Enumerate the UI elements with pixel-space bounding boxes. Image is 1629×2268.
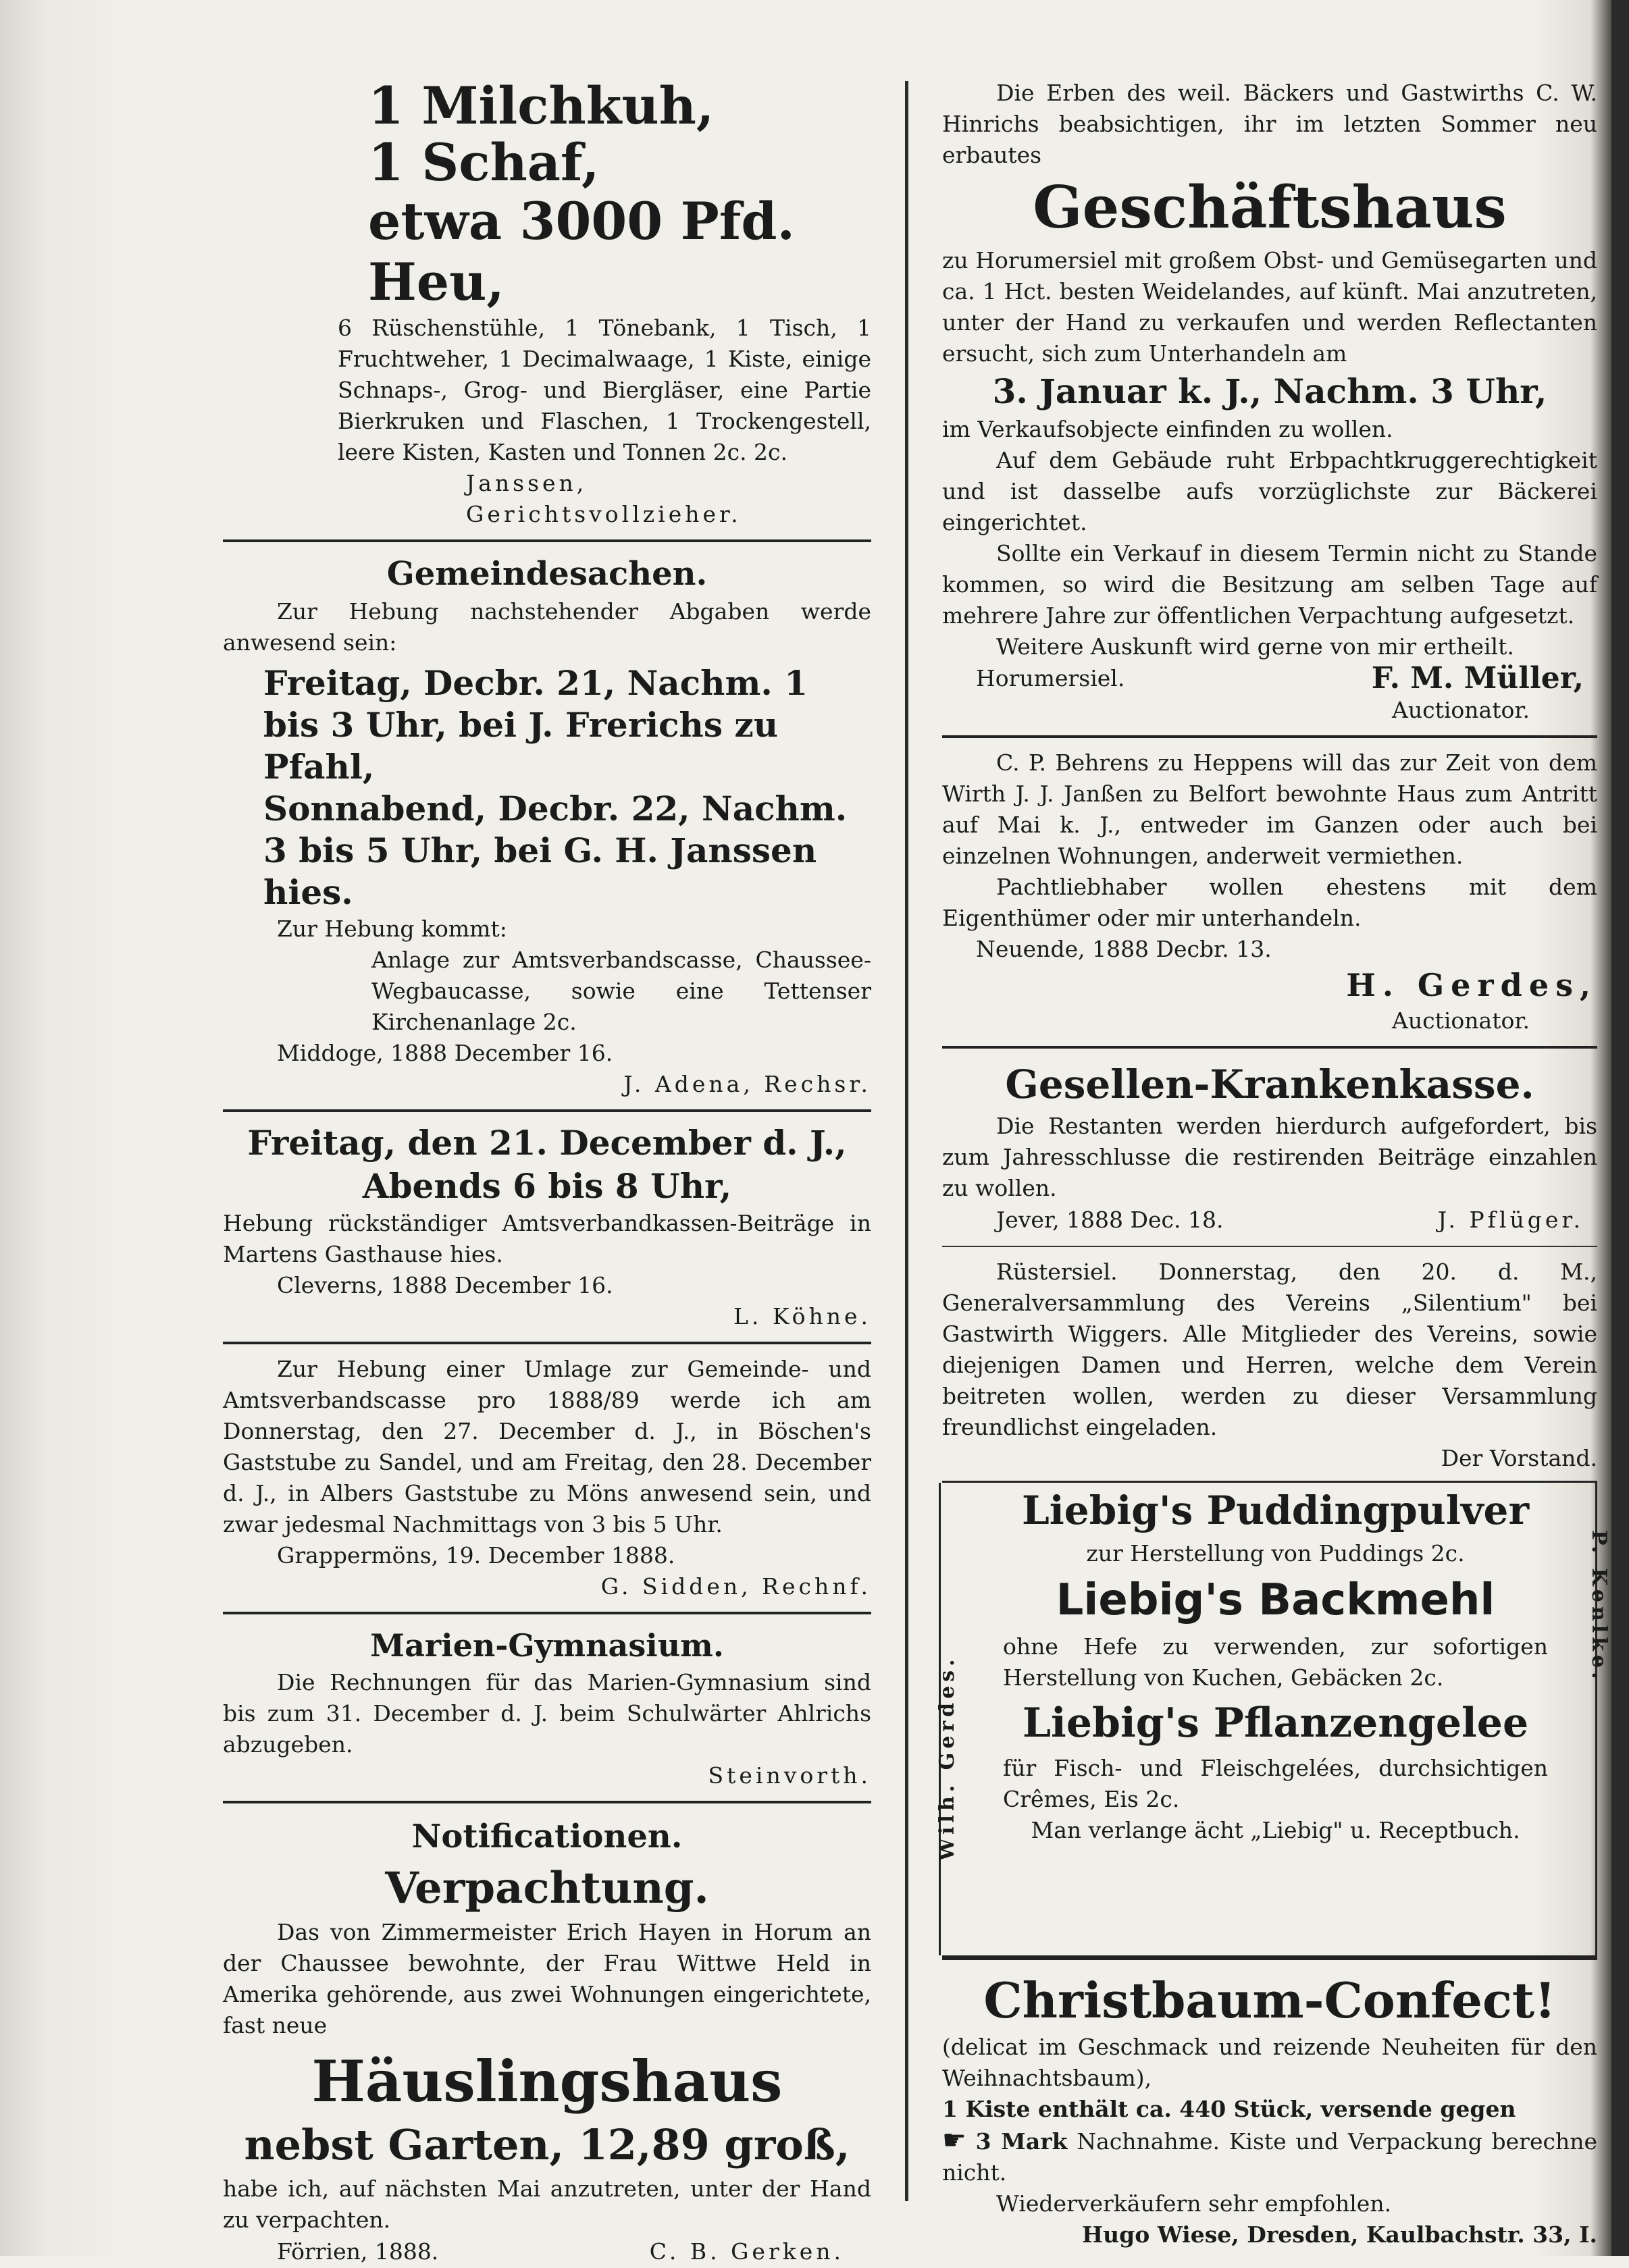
behrens-notice bbox=[942, 747, 1597, 1036]
gymnasium-heading: Marien-Gymnasium. bbox=[370, 1627, 724, 1664]
freitag-place: Cleverns, 1888 December 16. bbox=[277, 1272, 613, 1298]
christbaum-heading: Christbaum-Confect! bbox=[983, 1972, 1556, 2029]
gesellen-body: Die Restanten werden hierdurch aufgefordert, bis zum Jahresschlusse die restirenden Beiträge einzahlen zu wollen. bbox=[942, 1113, 1597, 1201]
geschaeft-body: zu Horumersiel mit großem Obst- und Gemüsegarten und ca. 1 Hct. besten Weidelandes, auf künft. Mai anzutreten, unter der Hand zu verkaufen und werden Reflectanten ersucht, sich zum Unterhandeln am bbox=[942, 247, 1597, 367]
liebig-side-label-right: P. Kenlke. bbox=[1587, 1530, 1611, 1683]
gymnasium-notice bbox=[223, 1624, 871, 1791]
verpachtung-body-2: habe ich, auf nächsten Mai anzutreten, unter der Hand zu verpachten. bbox=[223, 2175, 871, 2233]
christbaum-resale: Wiederverkäufern sehr empfohlen. bbox=[996, 2190, 1392, 2217]
right-column bbox=[935, 78, 1611, 2250]
column-divider bbox=[905, 81, 908, 2201]
christbaum-body: (delicat im Geschmack und reizende Neuheiten für den Weihnachtsbaum), bbox=[942, 2034, 1597, 2091]
liebig-heading-2: Liebig's Backmehl bbox=[1056, 1575, 1495, 1625]
gemeinde-date-2: Sonnabend, Decbr. 22, Nachm. 3 bis 5 Uhr, bei G. H. Janssen hies. bbox=[263, 789, 848, 912]
geschaeft-footer bbox=[942, 662, 1597, 695]
gemeinde-notice bbox=[223, 552, 871, 1100]
umlage-notice bbox=[223, 1354, 871, 1602]
liebig-text-1: zur Herstellung von Puddings 2c. bbox=[1086, 1540, 1465, 1566]
behrens-signer: H. Gerdes, bbox=[1346, 967, 1597, 1003]
divider bbox=[223, 1342, 871, 1344]
christbaum-advert bbox=[942, 1970, 1597, 2250]
geschaeftshaus-notice bbox=[942, 78, 1597, 726]
geschaeft-date: 3. Januar k. J., Nachm. 3 Uhr, bbox=[992, 371, 1547, 411]
divider bbox=[223, 539, 871, 542]
behrens-place: Neuende, 1888 Decbr. 13. bbox=[976, 936, 1272, 962]
geschaeft-body-2: im Verkaufsobjecte einfinden zu wollen. bbox=[942, 416, 1393, 442]
freitag-body: Hebung rückständiger Amtsverbandkassen-Beiträge in Martens Gasthause hies. bbox=[223, 1210, 871, 1267]
divider bbox=[223, 1612, 871, 1614]
gemeinde-place: Middoge, 1888 December 16. bbox=[277, 1040, 613, 1066]
geschaeft-body-3: Auf dem Gebäude ruht Erbpachtkruggerechtigkeit und ist dasselbe aufs vorzüglichste zur Bäckerei eingerichtet. bbox=[942, 447, 1597, 535]
umlage-body: Zur Hebung einer Umlage zur Gemeinde- und Amtsverbandscasse pro 1888/89 werde ich am Donnerstag, den 27. December d. J., in Böschen's Gaststube zu Sandel, und am Freitag, den 28. December d. J., in Albers Gaststube zu Möns anwesend sein, und zwar jedesmal Nachmittags von 3 bis 5 Uhr. bbox=[223, 1356, 871, 1537]
notifications-heading: Notificationen. bbox=[411, 1818, 683, 1855]
divider bbox=[942, 1046, 1597, 1049]
geschaeft-role: Auctionator. bbox=[1392, 697, 1530, 723]
auction-line-3: etwa 3000 Pfd. Heu, bbox=[368, 191, 796, 312]
christbaum-address: Hugo Wiese, Dresden, Kaulbachstr. 33, I. bbox=[1081, 2221, 1597, 2248]
christbaum-price: 3 Mark bbox=[975, 2128, 1068, 2155]
geschaeft-big: Geschäftshaus bbox=[1033, 174, 1507, 242]
liebig-side-label-left: Wilh. Gerdes. bbox=[935, 1655, 959, 1861]
auction-body: 6 Rüschenstühle, 1 Tönebank, 1 Tisch, 1 Fruchtweher, 1 Decimalwaage, 1 Kiste, einige Schnaps-, Grog- und Biergläser, eine Partie Bierkruken und Flaschen, 1 Trockengestell, leere Kisten, Kasten und Tonnen 2c. 2c. bbox=[338, 315, 871, 465]
silentium-signer: Der Vorstand. bbox=[1441, 1445, 1597, 1471]
geschaeft-intro: Die Erben des weil. Bäckers und Gastwirths C. W. Hinrichs beabsichtigen, ihr im letzten Sommer neu erbautes bbox=[942, 80, 1597, 168]
freitag-line-1: Freitag, den 21. December d. J., bbox=[247, 1123, 847, 1163]
behrens-role: Auctionator. bbox=[1392, 1007, 1530, 1034]
gemeinde-signer: J. Adena, Rechsr. bbox=[623, 1071, 871, 1097]
auction-notice bbox=[223, 78, 871, 530]
gemeinde-intro: Zur Hebung nachstehender Abgaben werde anwesend sein: bbox=[223, 598, 871, 656]
gesellen-signer: J. Pflüger. bbox=[1437, 1207, 1584, 1233]
gesellen-heading: Gesellen-Krankenkasse. bbox=[1005, 1061, 1534, 1107]
silentium-body: Rüstersiel. Donnerstag, den 20. d. M., Generalversammlung des Vereins „Silentium" bei Gastwirth Wiggers. Alle Mitglieder des Vereins, sowie diejenigen Damen und Herren, welche dem Verein beitreten wollen, werden zu dieser Versammlung freundlichst eingeladen. bbox=[942, 1259, 1597, 1440]
gesellen-notice bbox=[942, 1058, 1597, 1236]
gemeinde-subhead: Zur Hebung kommt: bbox=[277, 916, 507, 942]
verpachtung-signer: C. B. Gerken. bbox=[649, 2238, 844, 2265]
behrens-body-2: Pachtliebhaber wollen ehestens mit dem Eigenthümer oder mir unterhandeln. bbox=[942, 874, 1597, 931]
freitag-signer: L. Köhne. bbox=[733, 1303, 871, 1329]
geschaeft-signer: F. M. Müller, bbox=[1371, 661, 1584, 695]
geschaeft-body-4: Sollte ein Verkauf in diesem Termin nicht zu Stande kommen, so wird die Besitzung am selben Tage auf mehrere Jahre zur öffentlichen Verpachtung aufgesetzt. bbox=[942, 540, 1597, 629]
geschaeft-place: Horumersiel. bbox=[976, 665, 1125, 691]
gymnasium-body: Die Rechnungen für das Marien-Gymnasium sind bis zum 31. December d. J. beim Schulwärter Ahlrichs abzugeben. bbox=[223, 1669, 871, 1758]
pointing-hand-icon: ☛ bbox=[942, 2125, 966, 2156]
freitag-notice bbox=[223, 1122, 871, 1332]
silentium-notice bbox=[942, 1257, 1597, 1474]
divider bbox=[942, 1957, 1597, 1960]
gesellen-place: Jever, 1888 Dec. 18. bbox=[996, 1207, 1224, 1233]
verpachtung-footer bbox=[223, 2236, 871, 2268]
freitag-line-2: Abends 6 bis 8 Uhr, bbox=[362, 1166, 732, 1206]
gymnasium-signer: Steinvorth. bbox=[708, 1762, 871, 1789]
divider bbox=[223, 1109, 871, 1112]
umlage-signer: G. Sidden, Rechnf. bbox=[600, 1573, 871, 1600]
verpachtung-body: Das von Zimmermeister Erich Hayen in Horum an der Chaussee bewohnte, der Frau Wittwe Held in Amerika gehörende, aus zwei Wohnungen eingerichtete, fast neue bbox=[223, 1919, 871, 2038]
liebig-advert bbox=[935, 1481, 1611, 1957]
geschaeft-body-5: Weitere Auskunft wird gerne von mir ertheilt. bbox=[996, 633, 1514, 660]
liebig-heading-1: Liebig's Puddingpulver bbox=[1021, 1487, 1530, 1533]
behrens-body: C. P. Behrens zu Heppens will das zur Zeit von dem Wirth J. J. Janßen zu Belfort bewohnte Haus zum Antritt auf Mai k. J., entweder im Ganzen oder auch bei einzelnen Wohnungen, anderweit vermiethen. bbox=[942, 749, 1597, 869]
auction-signature: Janssen, Gerichtsvollzieher. bbox=[466, 470, 742, 527]
left-column bbox=[223, 78, 871, 2268]
christbaum-price-line bbox=[942, 2125, 1597, 2188]
page-edge-shadow bbox=[1611, 0, 1629, 2256]
verpachtung-place: Förrien, 1888. bbox=[277, 2238, 439, 2265]
auction-line-2: 1 Schaf, bbox=[368, 132, 600, 192]
divider bbox=[223, 1801, 871, 1803]
divider bbox=[942, 1246, 1597, 1247]
gemeinde-date-1: Freitag, Decbr. 21, Nachm. 1 bis 3 Uhr, bei J. Frerichs zu Pfahl, bbox=[263, 663, 808, 787]
liebig-text-2: ohne Hefe zu verwenden, zur sofortigen Herstellung von Kuchen, Gebäcken 2c. bbox=[1003, 1633, 1548, 1691]
notifications-section bbox=[223, 1813, 871, 2268]
verpachtung-big-2: nebst Garten, 12,89 groß, bbox=[244, 2120, 850, 2169]
verpachtung-big-1: Häuslingshaus bbox=[311, 2048, 783, 2115]
umlage-place: Grappermöns, 19. December 1888. bbox=[277, 1542, 675, 1568]
christbaum-offer: 1 Kiste enthält ca. 440 Stück, versende gegen bbox=[942, 2096, 1516, 2122]
liebig-text-4: Man verlange ächt „Liebig" u. Receptbuch. bbox=[1031, 1817, 1520, 1843]
liebig-content bbox=[1003, 1483, 1548, 1846]
christbaum-price-rest: Nachnahme. Kiste und Verpackung berechne nicht. bbox=[942, 2128, 1597, 2186]
liebig-text-3: für Fisch- und Fleischgelées, durchsichtigen Crêmes, Eis 2c. bbox=[1003, 1755, 1548, 1812]
gemeinde-items: Anlage zur Amtsverbandscasse, Chaussee-Wegbaucasse, sowie eine Tettenser Kirchenanlage 2c. bbox=[371, 947, 871, 1035]
gemeinde-heading: Gemeindesachen. bbox=[386, 555, 708, 593]
auction-line-1: 1 Milchkuh, bbox=[368, 76, 715, 136]
divider bbox=[942, 735, 1597, 738]
liebig-heading-3: Liebig's Pflanzengelee bbox=[1022, 1699, 1529, 1747]
gesellen-footer bbox=[942, 1204, 1597, 1236]
verpachtung-heading: Verpachtung. bbox=[385, 1863, 709, 1914]
